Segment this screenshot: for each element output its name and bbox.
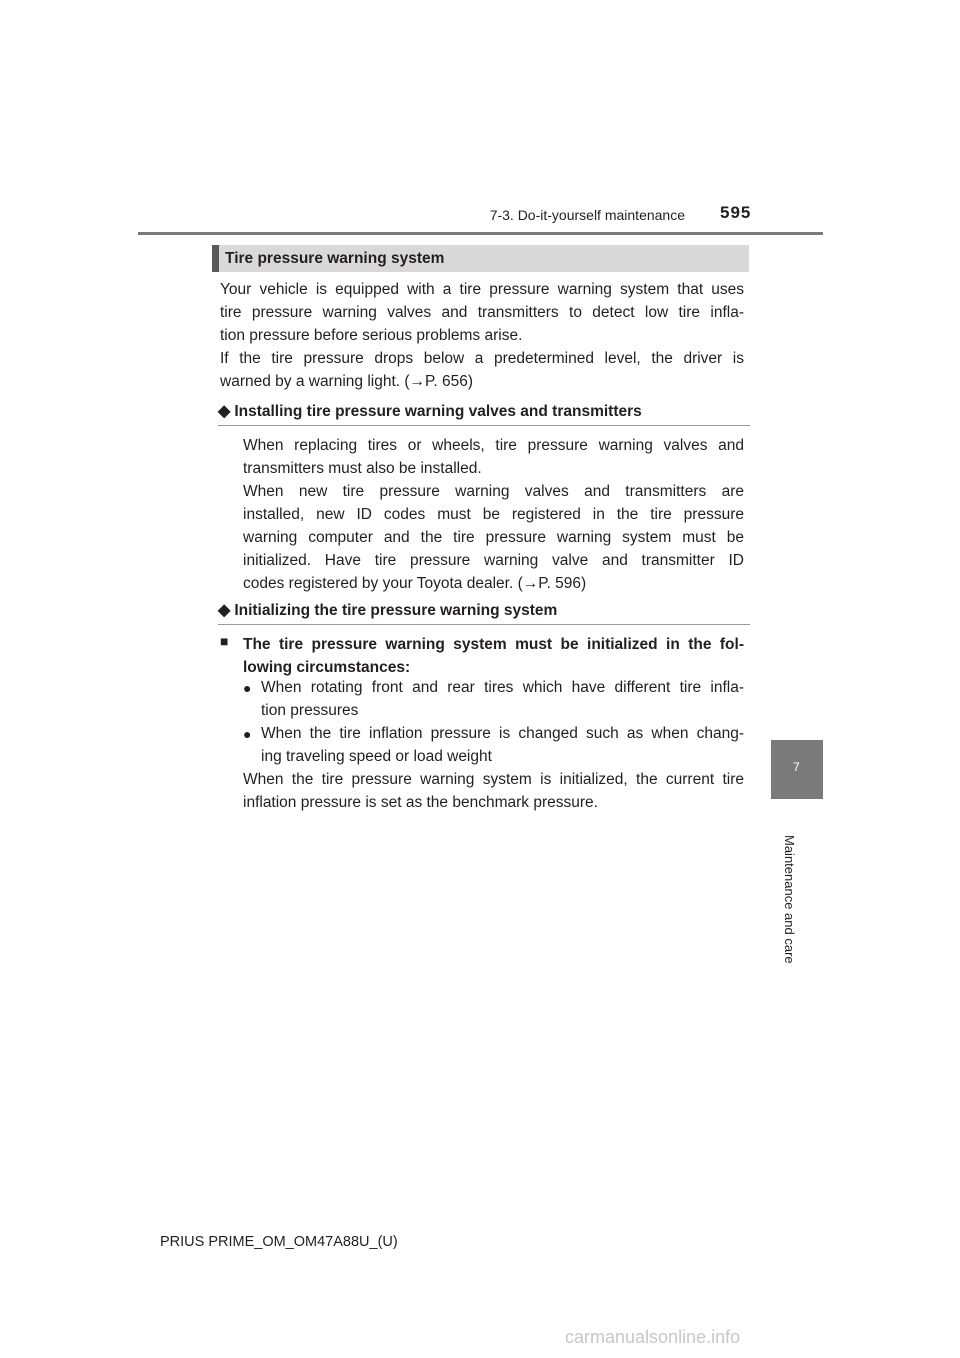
square-heading-line: lowing circumstances: bbox=[243, 659, 411, 676]
install-p1-line: When replacing tires or wheels, tire pressure warning valves and bbox=[243, 437, 744, 454]
install-p2-line: codes registered by your Toyota dealer. (→P. 596) bbox=[243, 575, 587, 592]
install-p1-line: transmitters must also be installed. bbox=[243, 460, 482, 477]
bullet-line: ing traveling speed or load weight bbox=[261, 748, 492, 765]
install-p2-line: warning computer and the tire pressure warning system must be bbox=[243, 529, 744, 546]
subheading-installing-text: Installing tire pressure warning valves and transmitters bbox=[234, 403, 642, 420]
section-title-box bbox=[212, 245, 749, 272]
intro-p2-line: warned by a warning light. (→P. 656) bbox=[220, 373, 474, 390]
bullet-item bbox=[261, 722, 744, 768]
square-heading-line: The tire pressure warning system must be initialized in the fol- bbox=[243, 636, 744, 653]
closing-line: When the tire pressure warning system is initialized, the current tire bbox=[243, 771, 744, 788]
intro-p1-line: Your vehicle is equipped with a tire pressure warning system that uses bbox=[220, 281, 744, 298]
square-bullet-icon: ■ bbox=[220, 633, 229, 649]
closing-line: inflation pressure is set as the benchmark pressure. bbox=[243, 794, 598, 811]
bullet-line: When rotating front and rear tires which have different tire infla- bbox=[261, 679, 744, 696]
install-p2-line: installed, new ID codes must be registered in the tire pressure bbox=[243, 506, 744, 523]
intro-paragraph-2 bbox=[220, 347, 744, 393]
chapter-tab-label: Maintenance and care bbox=[782, 835, 797, 964]
bullet-line: When the tire inflation pressure is changed such as when chang- bbox=[261, 725, 744, 742]
subheading-rule bbox=[218, 624, 750, 625]
section-title-bar bbox=[212, 245, 219, 272]
diamond-icon: ◆ bbox=[218, 602, 231, 619]
intro-p1-line: tion pressure before serious problems arise. bbox=[220, 327, 523, 344]
intro-p2-line: If the tire pressure drops below a predetermined level, the driver is bbox=[220, 350, 744, 367]
section-title: Tire pressure warning system bbox=[225, 250, 445, 267]
page-number: 595 bbox=[720, 203, 752, 222]
install-paragraph-1 bbox=[243, 434, 744, 480]
intro-p1-line: tire pressure warning valves and transmitters to detect low tire infla- bbox=[220, 304, 744, 321]
header-rule bbox=[138, 232, 823, 235]
bullet-line: tion pressures bbox=[261, 702, 359, 719]
subheading-installing bbox=[218, 401, 642, 421]
header-section-title: 7-3. Do-it-yourself maintenance bbox=[489, 207, 685, 223]
footer-document-id: PRIUS PRIME_OM_OM47A88U_(U) bbox=[160, 1234, 398, 1250]
intro-paragraph-1 bbox=[220, 278, 744, 347]
chapter-tab bbox=[771, 740, 823, 799]
install-paragraph-2 bbox=[243, 480, 744, 595]
subheading-rule bbox=[218, 425, 750, 426]
bullet-dot-icon: ● bbox=[243, 726, 252, 742]
bullet-item bbox=[261, 676, 744, 722]
subheading-initializing bbox=[218, 600, 557, 620]
subheading-initializing-text: Initializing the tire pressure warning system bbox=[234, 602, 558, 619]
install-p2-line: initialized. Have tire pressure warning valve and transmitter ID bbox=[243, 552, 744, 569]
bullet-dot-icon: ● bbox=[243, 680, 252, 696]
square-heading bbox=[243, 633, 744, 679]
diamond-icon: ◆ bbox=[218, 403, 231, 420]
watermark: carmanualsonline.info bbox=[565, 1327, 741, 1347]
install-p2-line: When new tire pressure warning valves and transmitters are bbox=[243, 483, 744, 500]
chapter-tab-number: 7 bbox=[793, 760, 800, 774]
closing-paragraph bbox=[243, 768, 744, 814]
